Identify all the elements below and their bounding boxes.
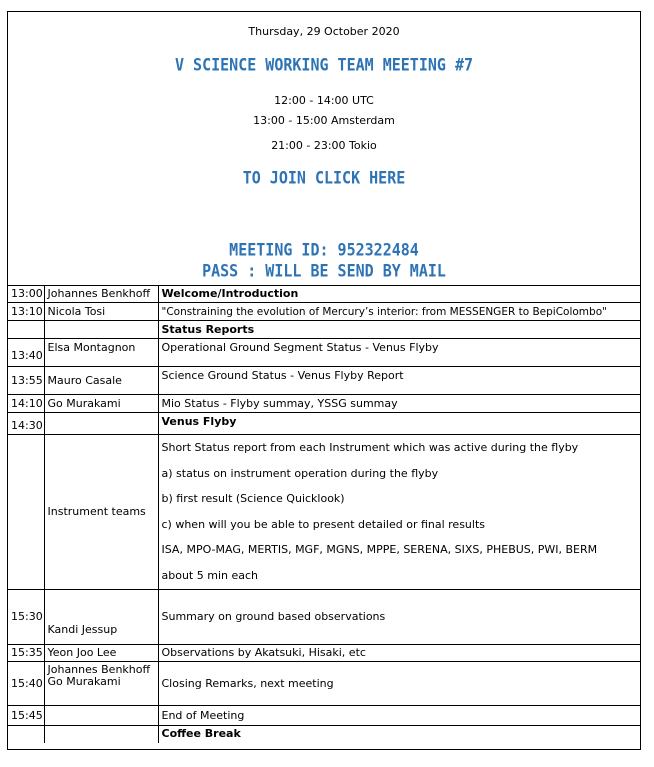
time-cell: 13:00 [8,286,44,303]
table-row [8,339,640,367]
table-row [8,395,640,413]
speaker-cell: Yeon Joo Lee [44,645,158,662]
meeting-pass: PASS : WILL BE SEND BY MAIL [202,260,446,282]
topic-cell: Welcome/Introduction [158,286,640,303]
speaker-cell [44,706,158,726]
instrument-list: ISA, MPO-MAG, MERTIS, MGF, MGNS, MPPE, SERENA, SIXS, PHEBUS, PWI, BERM [161,543,598,556]
table-row [8,303,640,321]
time-cell [8,726,44,743]
time-cell: 15:40 [8,662,44,706]
time-amsterdam: 13:00 - 15:00 Amsterdam [253,114,395,127]
time-cell: 14:10 [8,395,44,413]
time-cell [8,321,44,339]
time-utc: 12:00 - 14:00 UTC [274,94,374,107]
speaker-cell: Go Murakami [44,395,158,413]
speaker-name: Johannes Benkhoff [47,663,151,676]
time-cell: 14:30 [8,413,44,435]
table-row [8,726,640,743]
time-cell: 15:35 [8,645,44,662]
topic-cell [158,435,640,590]
topic-cell: "Constraining the evolution of Mercury’s interior: from MESSENGER to BepiColombo" [158,303,640,321]
time-cell: 13:10 [8,303,44,321]
table-row [8,590,640,645]
speaker-cell [44,321,158,339]
instrument-note: Short Status report from each Instrument which was active during the flyby [161,441,579,454]
topic-cell: Venus Flyby [158,413,640,435]
join-link[interactable]: TO JOIN CLICK HERE [242,167,406,189]
table-row [8,321,640,339]
topic-cell: Observations by Akatsuki, Hisaki, etc [158,645,640,662]
topic-cell: Mio Status - Flyby summay, YSSG summay [158,395,640,413]
time-cell: 13:55 [8,367,44,395]
instrument-note: a) status on instrument operation during the flyby [161,466,439,480]
topic-cell: Summary on ground based observations [158,590,640,645]
time-cell [8,435,44,590]
instrument-note: b) first result (Science Quicklook) [161,492,345,505]
topic-cell: Operational Ground Segment Status - Venus Flyby [158,339,640,367]
table-row [8,286,640,303]
topic-cell: Coffee Break [158,726,640,743]
speaker-cell: Nicola Tosi [44,303,158,321]
speaker-name: Go Murakami [47,675,121,688]
speaker-cell: Elsa Montagnon [44,339,158,367]
instrument-note: about 5 min each [161,568,258,582]
topic-cell: Status Reports [158,321,640,339]
agenda-document [7,11,641,750]
speaker-cell: Johannes Benkhoff [44,286,158,303]
speaker-cell [44,662,158,706]
time-tokio: 21:00 - 23:00 Tokio [271,139,377,152]
meeting-title: V SCIENCE WORKING TEAM MEETING #7 [174,54,473,76]
speaker-cell [44,726,158,743]
time-cell: 15:45 [8,706,44,726]
topic-cell: Science Ground Status - Venus Flyby Report [158,367,640,395]
speaker-cell: Instrument teams [44,435,158,590]
speaker-cell: Mauro Casale [44,367,158,395]
speaker-cell [44,413,158,435]
instrument-note: c) when will you be able to present detailed or final results [161,517,486,531]
topic-cell: Closing Remarks, next meeting [158,662,640,706]
table-row [8,435,640,590]
table-row [8,367,640,395]
table-row [8,706,640,726]
meeting-date: Thursday, 29 October 2020 [248,25,400,38]
meeting-id: MEETING ID: 952322484 [229,239,419,261]
table-row [8,413,640,435]
time-cell: 15:30 [8,590,44,645]
topic-cell: End of Meeting [158,706,640,726]
table-row [8,662,640,706]
agenda-table [8,285,640,743]
speaker-cell: Kandi Jessup [44,590,158,645]
time-cell: 13:40 [8,339,44,367]
table-row [8,645,640,662]
